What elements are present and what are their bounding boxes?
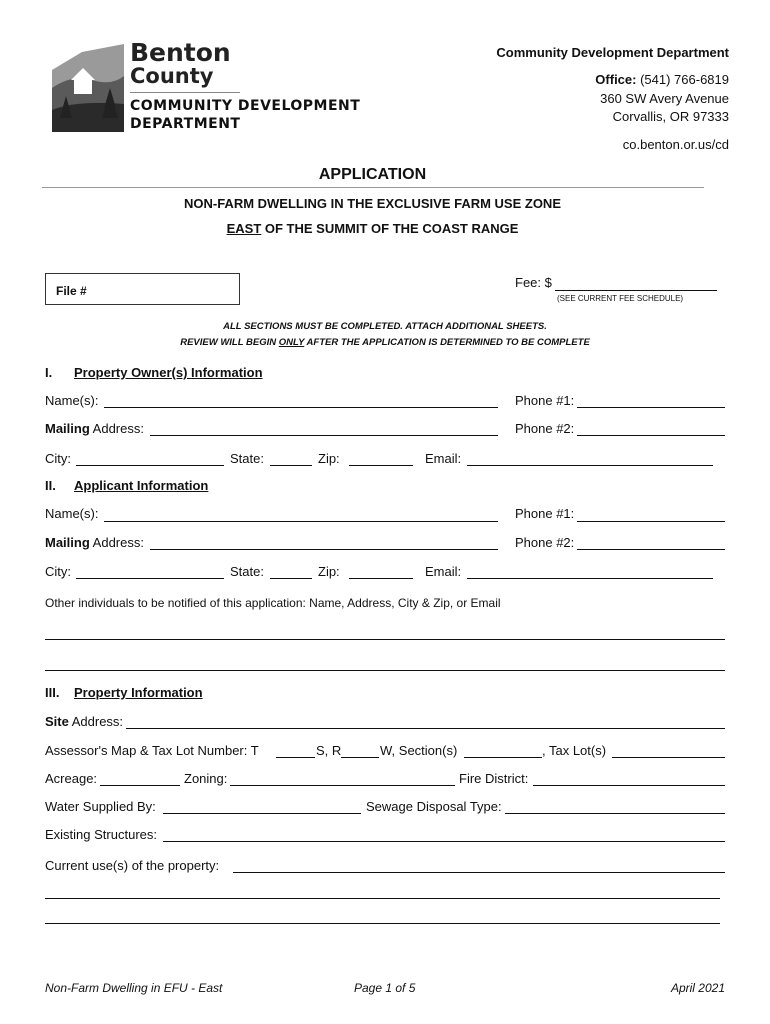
fee-note: (SEE CURRENT FEE SCHEDULE) (557, 294, 684, 303)
zoning-input[interactable] (230, 785, 455, 786)
section3-heading: Property Information (74, 685, 203, 700)
owner-names-input[interactable] (104, 407, 498, 408)
current-use-input[interactable] (233, 872, 725, 873)
taxlot-input[interactable] (612, 757, 725, 758)
contact-website[interactable]: co.benton.or.us/cd (622, 137, 729, 152)
applicant-names-input[interactable] (104, 521, 498, 522)
applicant-phone1-label: Phone #1: (515, 506, 575, 521)
subtitle-east: EAST (226, 221, 262, 236)
owner-phone1-label: Phone #1: (515, 393, 575, 408)
notice-line1: ALL SECTIONS MUST BE COMPLETED. ATTACH ADDITIONAL SHEETS. (223, 321, 547, 332)
existing-structures-label: Existing Structures: (45, 827, 157, 842)
sewage-disposal-input[interactable] (505, 813, 725, 814)
applicant-email-label: Email: (425, 564, 462, 579)
section1-number: I. (45, 365, 53, 380)
owner-zip-input[interactable] (349, 465, 413, 466)
owner-city-label: City: (45, 451, 71, 466)
applicant-names-label: Name(s): (45, 506, 99, 521)
footer-document-name: Non-Farm Dwelling in EFU - East (45, 981, 223, 995)
applicant-city-input[interactable] (76, 578, 224, 579)
contact-office-label: Office: (595, 72, 637, 87)
applicant-mailing-label (45, 535, 144, 550)
logo-dept-line1: COMMUNITY DEVELOPMENT (130, 98, 361, 114)
footer-page-number: Page 1 of 5 (354, 981, 416, 995)
applicant-phone2-input[interactable] (577, 549, 725, 550)
owner-email-label: Email: (425, 451, 462, 466)
owner-names-label: Name(s): (45, 393, 99, 408)
fee-input-line[interactable] (555, 290, 717, 291)
applicant-mailing-input[interactable] (150, 549, 498, 550)
section2-heading: Applicant Information (74, 478, 209, 493)
site-address-label (45, 714, 123, 729)
applicant-state-input[interactable] (270, 578, 312, 579)
site-address-rest: Address: (68, 714, 124, 729)
owner-zip-label: Zip: (318, 451, 340, 466)
other-individuals-label: Other individuals to be notified of this application: Name, Address, City & Zip, or Email (45, 596, 501, 610)
applicant-zip-label: Zip: (318, 564, 340, 579)
notice-line2-pre: REVIEW WILL BEGIN (180, 337, 279, 348)
owner-mailing-input[interactable] (150, 435, 498, 436)
owner-phone1-input[interactable] (577, 407, 725, 408)
fee-label: Fee: $ (515, 275, 552, 290)
site-address-bold: Site (45, 714, 69, 729)
taxlot-label: , Tax Lot(s) (542, 743, 607, 758)
title-rule (42, 187, 704, 188)
page-title: APPLICATION (318, 166, 427, 183)
logo-divider (130, 92, 240, 93)
acreage-label: Acreage: (45, 771, 98, 786)
range-label: S, R (316, 743, 342, 758)
notice-only: ONLY (278, 337, 305, 348)
fire-district-input[interactable] (533, 785, 725, 786)
current-use-input-3[interactable] (45, 923, 720, 924)
applicant-phone1-input[interactable] (577, 521, 725, 522)
contact-street: 360 SW Avery Avenue (600, 91, 729, 106)
section2-number: II. (45, 478, 56, 493)
county-logo (52, 40, 372, 135)
owner-mailing-rest: Address: (89, 421, 144, 436)
owner-email-input[interactable] (467, 465, 713, 466)
sewage-disposal-label: Sewage Disposal Type: (366, 799, 502, 814)
footer-date: April 2021 (670, 981, 725, 995)
current-use-label: Current use(s) of the property: (45, 858, 220, 873)
applicant-mailing-bold: Mailing (45, 535, 90, 550)
current-use-input-2[interactable] (45, 898, 720, 899)
logo-name-line1: Benton (130, 38, 231, 67)
existing-structures-input[interactable] (163, 841, 725, 842)
water-supplied-label: Water Supplied By: (45, 799, 156, 814)
owner-state-label: State: (230, 451, 264, 466)
applicant-email-input[interactable] (467, 578, 713, 579)
applicant-state-label: State: (230, 564, 264, 579)
subtitle-rest: OF THE SUMMIT OF THE COAST RANGE (261, 221, 519, 236)
contact-phone-line (595, 72, 729, 87)
map-taxlot-label: Assessor's Map & Tax Lot Number: T (45, 743, 259, 758)
site-address-input[interactable] (126, 728, 725, 729)
owner-mailing-bold: Mailing (45, 421, 90, 436)
applicant-city-label: City: (45, 564, 71, 579)
township-input[interactable] (276, 757, 315, 758)
owner-phone2-input[interactable] (577, 435, 725, 436)
subtitle-line1: NON-FARM DWELLING IN THE EXCLUSIVE FARM USE ZONE (183, 196, 561, 211)
contact-phone: (541) 766-6819 (640, 72, 729, 87)
logo-dept-line2: DEPARTMENT (130, 116, 241, 132)
contact-city: Corvallis, OR 97333 (612, 109, 729, 124)
owner-mailing-label (45, 421, 144, 436)
range-input[interactable] (341, 757, 379, 758)
other-individuals-input-1[interactable] (45, 639, 725, 640)
owner-state-input[interactable] (270, 465, 312, 466)
notice-line2 (0, 337, 770, 348)
section-input[interactable] (464, 757, 542, 758)
other-individuals-input-2[interactable] (45, 670, 725, 671)
applicant-phone2-label: Phone #2: (515, 535, 575, 550)
zoning-label: Zoning: (184, 771, 228, 786)
owner-city-input[interactable] (76, 465, 224, 466)
county-logo-emblem-icon (52, 40, 124, 132)
file-number-label: File # (56, 284, 87, 298)
applicant-zip-input[interactable] (349, 578, 413, 579)
water-supplied-input[interactable] (163, 813, 361, 814)
notice-line2-post: AFTER THE APPLICATION IS DETERMINED TO BE COMPLETE (304, 337, 590, 348)
fire-district-label: Fire District: (459, 771, 529, 786)
contact-department: Community Development Department (496, 45, 729, 60)
section1-heading: Property Owner(s) Information (74, 365, 263, 380)
logo-name-line2: County (130, 64, 214, 88)
section-label: W, Section(s) (380, 743, 458, 758)
applicant-mailing-rest: Address: (89, 535, 144, 550)
subtitle-line2 (0, 221, 745, 236)
owner-phone2-label: Phone #2: (515, 421, 575, 436)
section3-number: III. (45, 685, 60, 700)
acreage-input[interactable] (100, 785, 180, 786)
